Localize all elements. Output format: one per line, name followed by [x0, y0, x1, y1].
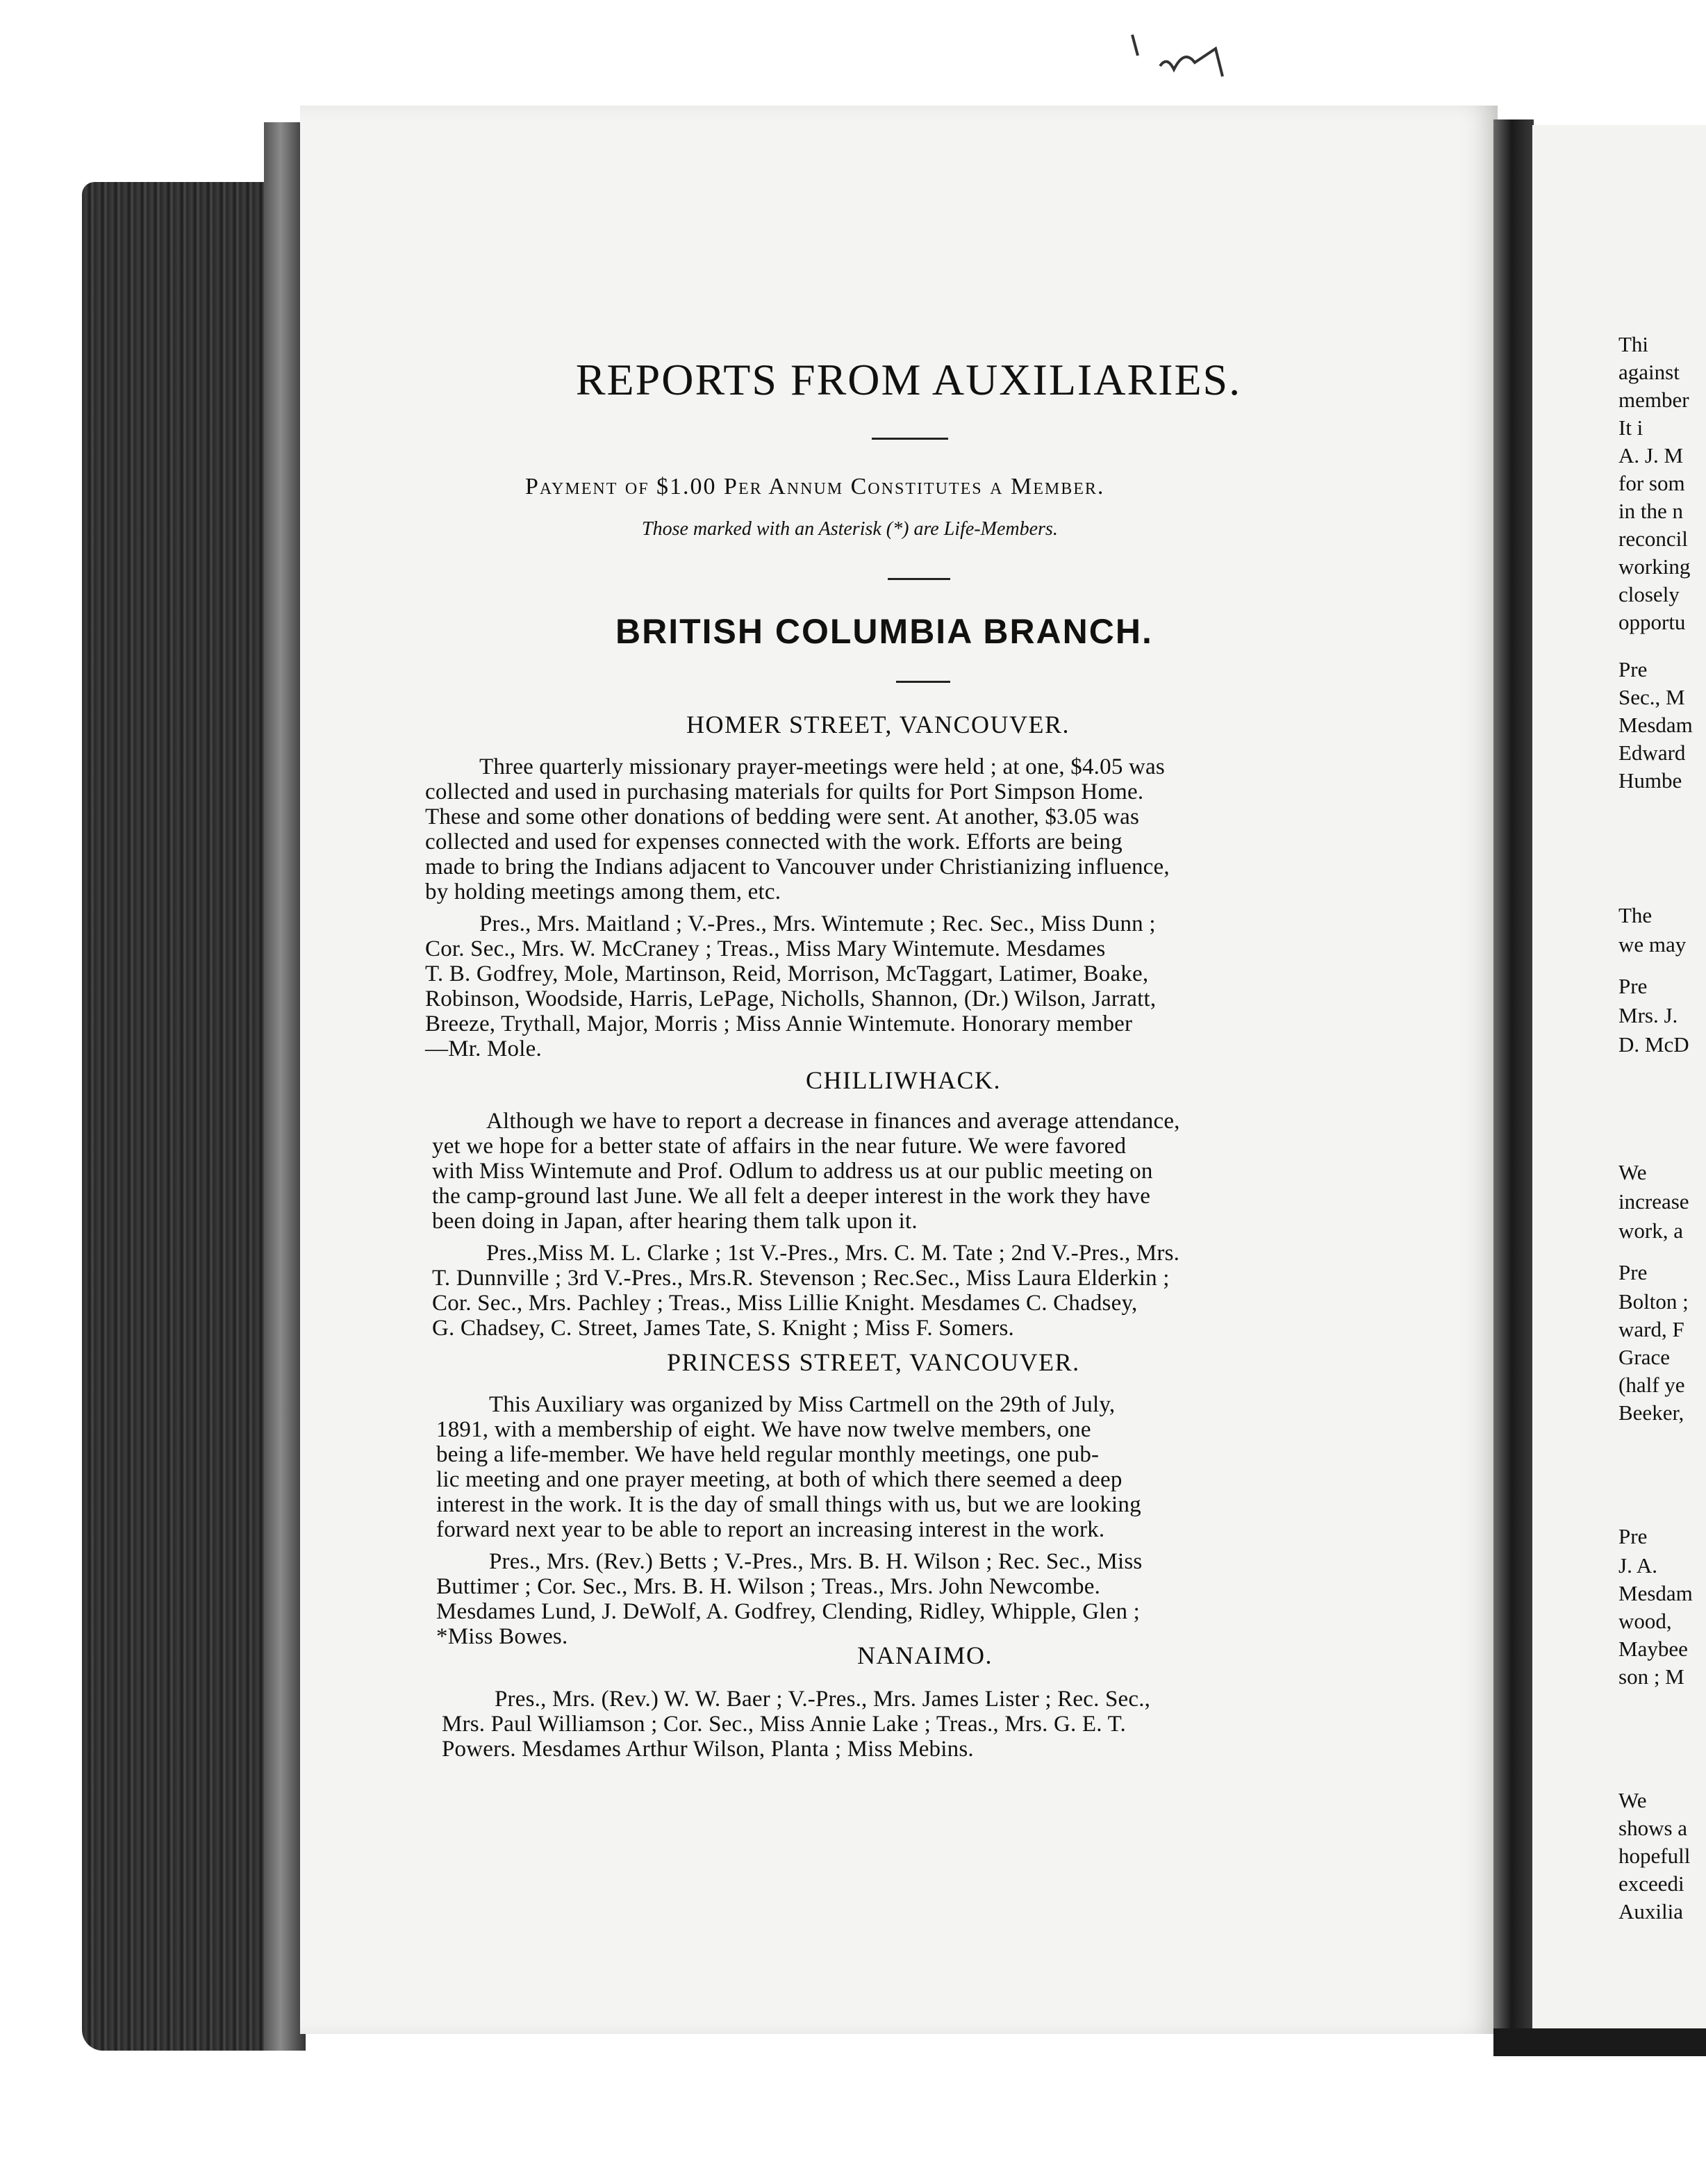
text-line: with Miss Wintemute and Prof. Odlum to address us at our public meeting on — [432, 1159, 1153, 1184]
text-line: forward next year to be able to report an increasing interest in the work. — [436, 1517, 1105, 1542]
text-line: Pres., Mrs. Maitland ; V.-Pres., Mrs. Wintemute ; Rec. Sec., Miss Dunn ; — [479, 911, 1156, 936]
fragment-line: for som — [1618, 471, 1685, 495]
text-line: This Auxiliary was organized by Miss Cartmell on the 29th of July, — [489, 1392, 1116, 1417]
fragment-line: shows a — [1618, 1816, 1688, 1840]
fragment-line: We — [1618, 1788, 1647, 1812]
branch-heading: BRITISH COLUMBIA BRANCH. — [615, 612, 1153, 651]
section-heading-princess-street: PRINCESS STREET, VANCOUVER. — [667, 1348, 1080, 1376]
title-divider — [872, 438, 948, 440]
text-line: lic meeting and one prayer meeting, at both of which there seemed a deep — [436, 1467, 1123, 1492]
fragment-line: Sec., M — [1618, 685, 1685, 709]
text-line: Three quarterly missionary prayer-meetings were held ; at one, $4.05 was — [479, 754, 1165, 779]
note-divider — [888, 578, 950, 580]
text-line: Robinson, Woodside, Harris, LePage, Nicholls, Shannon, (Dr.) Wilson, Jarratt, — [425, 986, 1157, 1011]
text-line: collected and used for expenses connected with the work. Efforts are being — [425, 829, 1123, 854]
fragment-line: Bolton ; — [1618, 1289, 1689, 1314]
text-line: Pres., Mrs. (Rev.) Betts ; V.-Pres., Mrs. B. H. Wilson ; Rec. Sec., Miss — [489, 1549, 1143, 1574]
fragment-line: closely — [1618, 582, 1680, 606]
text-line: *Miss Bowes. — [436, 1624, 568, 1649]
text-line: been doing in Japan, after hearing them talk upon it. — [432, 1209, 918, 1234]
fragment-line: Grace — [1618, 1345, 1670, 1369]
fragment-line: Maybee — [1618, 1637, 1688, 1661]
fragment-line: Auxilia — [1618, 1899, 1683, 1924]
fragment-line: Humbe — [1618, 768, 1682, 793]
fragment-line: opportu — [1618, 610, 1686, 634]
book-spine-shadow — [1493, 119, 1534, 2044]
text-line: T. B. Godfrey, Mole, Martinson, Reid, Morrison, McTaggart, Latimer, Boake, — [425, 961, 1149, 986]
fragment-line: Thi — [1618, 332, 1649, 356]
text-line: Pres.,Miss M. L. Clarke ; 1st V.-Pres., Mrs. C. M. Tate ; 2nd V.-Pres., Mrs. — [486, 1241, 1180, 1266]
text-line: G. Chadsey, C. Street, James Tate, S. Knight ; Miss F. Somers. — [432, 1316, 1014, 1341]
text-line: Although we have to report a decrease in finances and average attendance, — [486, 1109, 1180, 1134]
text-line: Mrs. Paul Williamson ; Cor. Sec., Miss Annie Lake ; Treas., Mrs. G. E. T. — [442, 1712, 1126, 1737]
payment-note: Payment of $1.00 Per Annum Constitutes a Member. — [525, 474, 1105, 499]
fragment-line: Mrs. J. — [1618, 1003, 1678, 1027]
fragment-line: We — [1618, 1160, 1647, 1184]
text-line: 1891, with a membership of eight. We have now twelve members, one — [436, 1417, 1091, 1442]
text-line: the camp-ground last June. We all felt a deeper interest in the work they have — [432, 1184, 1151, 1209]
fragment-line: A. J. M — [1618, 443, 1684, 468]
text-line: T. Dunnville ; 3rd V.-Pres., Mrs.R. Stevenson ; Rec.Sec., Miss Laura Elderkin ; — [432, 1266, 1170, 1291]
text-line: collected and used in purchasing materials for quilts for Port Simpson Home. — [425, 779, 1144, 804]
fragment-line: in the n — [1618, 499, 1683, 523]
text-line: being a life-member. We have held regular monthly meetings, one pub- — [436, 1442, 1100, 1467]
text-line: yet we hope for a better state of affairs in the near future. We were favored — [432, 1134, 1127, 1159]
branch-divider — [896, 681, 950, 683]
text-line: Buttimer ; Cor. Sec., Mrs. B. H. Wilson ; Treas., Mrs. John Newcombe. — [436, 1574, 1101, 1599]
fragment-line: Beeker, — [1618, 1400, 1684, 1425]
fragment-line: Edward — [1618, 741, 1686, 765]
fragment-line: (half ye — [1618, 1373, 1685, 1397]
fragment-line: Mesdam — [1618, 713, 1693, 737]
pencil-mark-icon — [1118, 28, 1243, 90]
text-line: These and some other donations of bedding were sent. At another, $3.05 was — [425, 804, 1139, 829]
book-bottom-edge — [1493, 2028, 1706, 2056]
fragment-line: reconcil — [1618, 527, 1688, 551]
text-line: Breeze, Trythall, Major, Morris ; Miss Annie Wintemute. Honorary member — [425, 1011, 1133, 1036]
section-heading-homer-street: HOMER STREET, VANCOUVER. — [686, 711, 1070, 738]
fragment-line: It i — [1618, 415, 1643, 440]
text-line: interest in the work. It is the day of small things with us, but we are looking — [436, 1492, 1141, 1517]
asterisk-note: Those marked with an Asterisk (*) are Life-Members. — [642, 518, 1058, 540]
right-page — [1532, 125, 1706, 2042]
text-line: Mesdames Lund, J. DeWolf, A. Godfrey, Clending, Ridley, Whipple, Glen ; — [436, 1599, 1140, 1624]
fragment-line: Pre — [1618, 657, 1648, 681]
fragment-line: Pre — [1618, 974, 1648, 998]
fragment-line: hopefull — [1618, 1844, 1691, 1868]
text-line: by holding meetings among them, etc. — [425, 879, 781, 904]
fragment-line: we may — [1618, 932, 1687, 957]
fragment-line: work, a — [1618, 1218, 1683, 1243]
text-line: —Mr. Mole. — [425, 1036, 542, 1061]
fragment-line: Pre — [1618, 1260, 1648, 1284]
section-heading-chilliwhack: CHILLIWHACK. — [806, 1066, 1001, 1094]
text-line: Cor. Sec., Mrs. W. McCraney ; Treas., Miss Mary Wintemute. Mesdames — [425, 936, 1106, 961]
fragment-line: Pre — [1618, 1524, 1648, 1548]
fragment-line: exceedi — [1618, 1871, 1684, 1896]
fragment-line: The — [1618, 903, 1653, 927]
fragment-line: against — [1618, 360, 1680, 384]
fragment-line: member — [1618, 388, 1689, 412]
text-line: Pres., Mrs. (Rev.) W. W. Baer ; V.-Pres., Mrs. James Lister ; Rec. Sec., — [495, 1687, 1151, 1712]
text-line: Powers. Mesdames Arthur Wilson, Planta ; Miss Mebins. — [442, 1737, 974, 1762]
page-title: REPORTS FROM AUXILIARIES. — [575, 355, 1242, 404]
fragment-line: J. A. — [1618, 1553, 1657, 1578]
book-gutter-left — [264, 122, 306, 2051]
fragment-line: D. McD — [1618, 1032, 1689, 1057]
fragment-line: working — [1618, 554, 1691, 579]
text-line: Cor. Sec., Mrs. Pachley ; Treas., Miss Lillie Knight. Mesdames C. Chadsey, — [432, 1291, 1138, 1316]
fragment-line: wood, — [1618, 1609, 1672, 1633]
text-line: made to bring the Indians adjacent to Vancouver under Christianizing influence, — [425, 854, 1170, 879]
fragment-line: ward, F — [1618, 1317, 1684, 1341]
fragment-line: increase — [1618, 1189, 1689, 1214]
fragment-line: son ; M — [1618, 1664, 1684, 1689]
fragment-line: Mesdam — [1618, 1581, 1693, 1605]
section-heading-nanaimo: NANAIMO. — [857, 1641, 993, 1669]
